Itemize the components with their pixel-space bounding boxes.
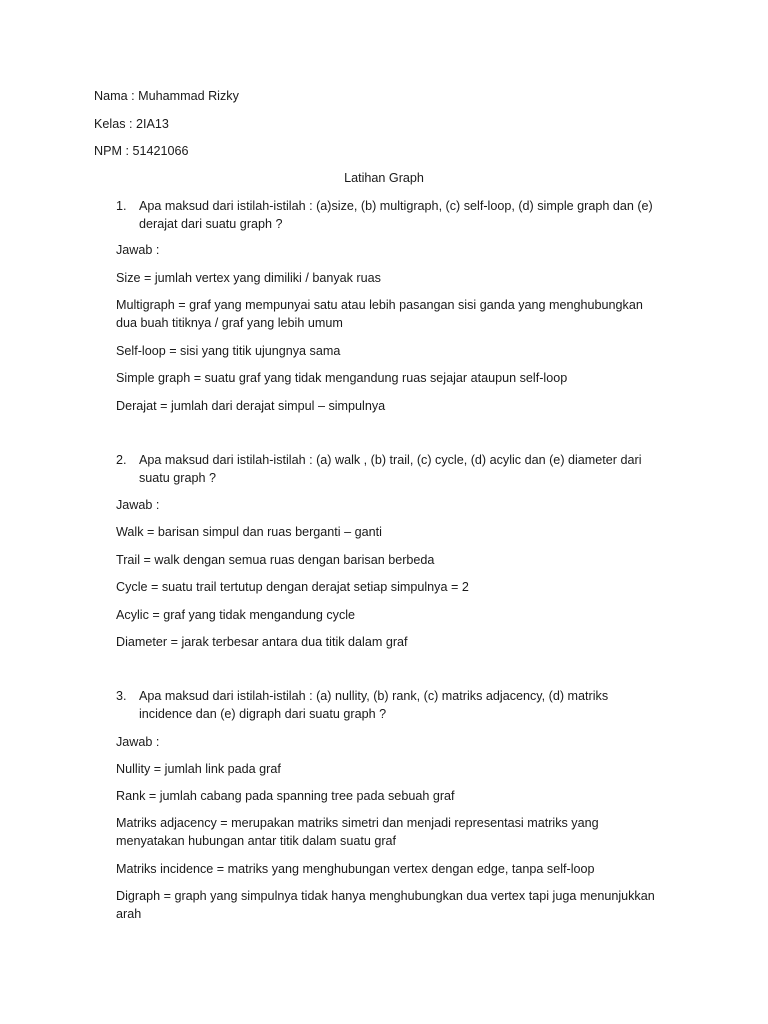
- answer-1-simple-graph: Simple graph = suatu graf yang tidak mengandung ruas sejajar ataupun self-loop: [116, 371, 568, 385]
- question-3-number: 3.: [116, 689, 127, 703]
- answer-1-multigraph-line-2: dua buah titiknya / graf yang lebih umum: [116, 316, 343, 330]
- question-2-jawab: Jawab :: [116, 498, 160, 512]
- answer-3-adjacency-line-2: menyatakan hubungan antar titik dalam suatu graf: [116, 834, 397, 848]
- question-3-line-1: Apa maksud dari istilah-istilah : (a) nullity, (b) rank, (c) matriks adjacency, (d) matriks: [139, 689, 609, 703]
- question-2-number: 2.: [116, 453, 127, 467]
- document-title-text: Latihan Graph: [344, 171, 424, 185]
- answer-2-acylic: Acylic = graf yang tidak mengandung cycle: [116, 608, 356, 622]
- answer-3-adjacency-line-1: Matriks adjacency = merupakan matriks simetri dan menjadi representasi matriks yang: [116, 816, 599, 830]
- answer-2-trail: Trail = walk dengan semua ruas dengan barisan berbeda: [116, 553, 435, 567]
- answer-3-incidence: Matriks incidence = matriks yang menghubungan vertex dengan edge, tanpa self-loop: [116, 862, 595, 876]
- question-1-line-1: Apa maksud dari istilah-istilah : (a)size, (b) multigraph, (c) self-loop, (d) simple graph dan (e): [139, 199, 653, 213]
- document-title: [0, 170, 768, 186]
- answer-1-derajat: Derajat = jumlah dari derajat simpul – simpulnya: [116, 399, 386, 413]
- answer-2-diameter: Diameter = jarak terbesar antara dua titik dalam graf: [116, 635, 408, 649]
- question-1-jawab: Jawab :: [116, 243, 160, 257]
- student-name: Nama : Muhammad Rizky: [94, 89, 239, 103]
- answer-1-size: Size = jumlah vertex yang dimiliki / banyak ruas: [116, 271, 381, 285]
- question-1-number: 1.: [116, 199, 127, 213]
- student-class: Kelas : 2IA13: [94, 117, 169, 131]
- answer-1-multigraph-line-1: Multigraph = graf yang mempunyai satu atau lebih pasangan sisi ganda yang menghubungkan: [116, 298, 643, 312]
- question-3-line-2: incidence dan (e) digraph dari suatu graph ?: [139, 707, 387, 721]
- answer-3-digraph-line-1: Digraph = graph yang simpulnya tidak hanya menghubungkan dua vertex tapi juga menunjukkan: [116, 889, 655, 903]
- question-2-line-2: suatu graph ?: [139, 471, 217, 485]
- answer-3-nullity: Nullity = jumlah link pada graf: [116, 762, 281, 776]
- answer-1-self-loop: Self-loop = sisi yang titik ujungnya sama: [116, 344, 341, 358]
- answer-3-digraph-line-2: arah: [116, 907, 142, 921]
- answer-2-walk: Walk = barisan simpul dan ruas berganti – ganti: [116, 525, 382, 539]
- answer-2-cycle: Cycle = suatu trail tertutup dengan derajat setiap simpulnya = 2: [116, 580, 469, 594]
- question-3-jawab: Jawab :: [116, 735, 160, 749]
- answer-3-rank: Rank = jumlah cabang pada spanning tree pada sebuah graf: [116, 789, 455, 803]
- question-2-line-1: Apa maksud dari istilah-istilah : (a) walk , (b) trail, (c) cycle, (d) acylic dan (e) diameter dari: [139, 453, 642, 467]
- student-npm: NPM : 51421066: [94, 144, 189, 158]
- question-1-line-2: derajat dari suatu graph ?: [139, 217, 283, 231]
